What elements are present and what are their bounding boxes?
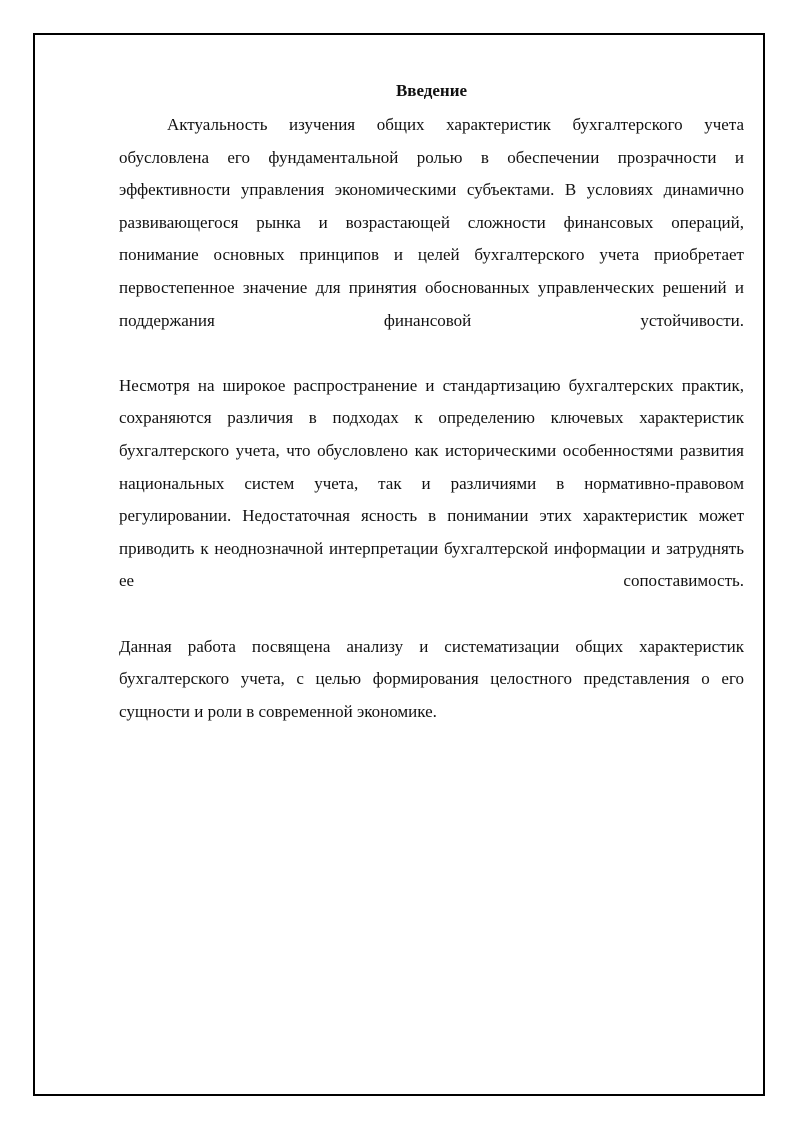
paragraph-differences: Несмотря на широкое распространение и стандартизацию бухгалтерских практик, сохраняются различия в подходах к определению ключевых характеристик бухгалтерского учета, что обусловлено как историческими особенностями развития национальных систем учета, так и различиями в нормативно-правовом регулировании. Недостаточная ясность в понимании этих характеристик может приводить к неоднозначной интерпретации бухгалтерской информации и затруднять ее сопоставимость. — [119, 375, 744, 591]
document-body — [119, 79, 744, 728]
paragraph-spacer — [119, 337, 744, 370]
paragraph-relevance: Актуальность изучения общих характеристик бухгалтерского учета обусловлена его фундаментальной ролью в обеспечении прозрачности и эффективности управления экономическими субъектами. В условиях динамично развивающегося рынка и возрастающей сложности финансовых операций, понимание основных принципов и целей бухгалтерского учета приобретает первостепенное значение для принятия обоснованных управленческих решений и поддержания финансовой устойчивости. — [119, 115, 744, 330]
paragraph-purpose: Данная работа посвящена анализу и систематизации общих характеристик бухгалтерского учета, с целью формирования целостного представления о его сущности и роли в современной экономике. — [119, 636, 744, 721]
page-border — [33, 33, 765, 1096]
document-title: Введение — [395, 81, 468, 100]
paragraph-spacer — [119, 598, 744, 631]
